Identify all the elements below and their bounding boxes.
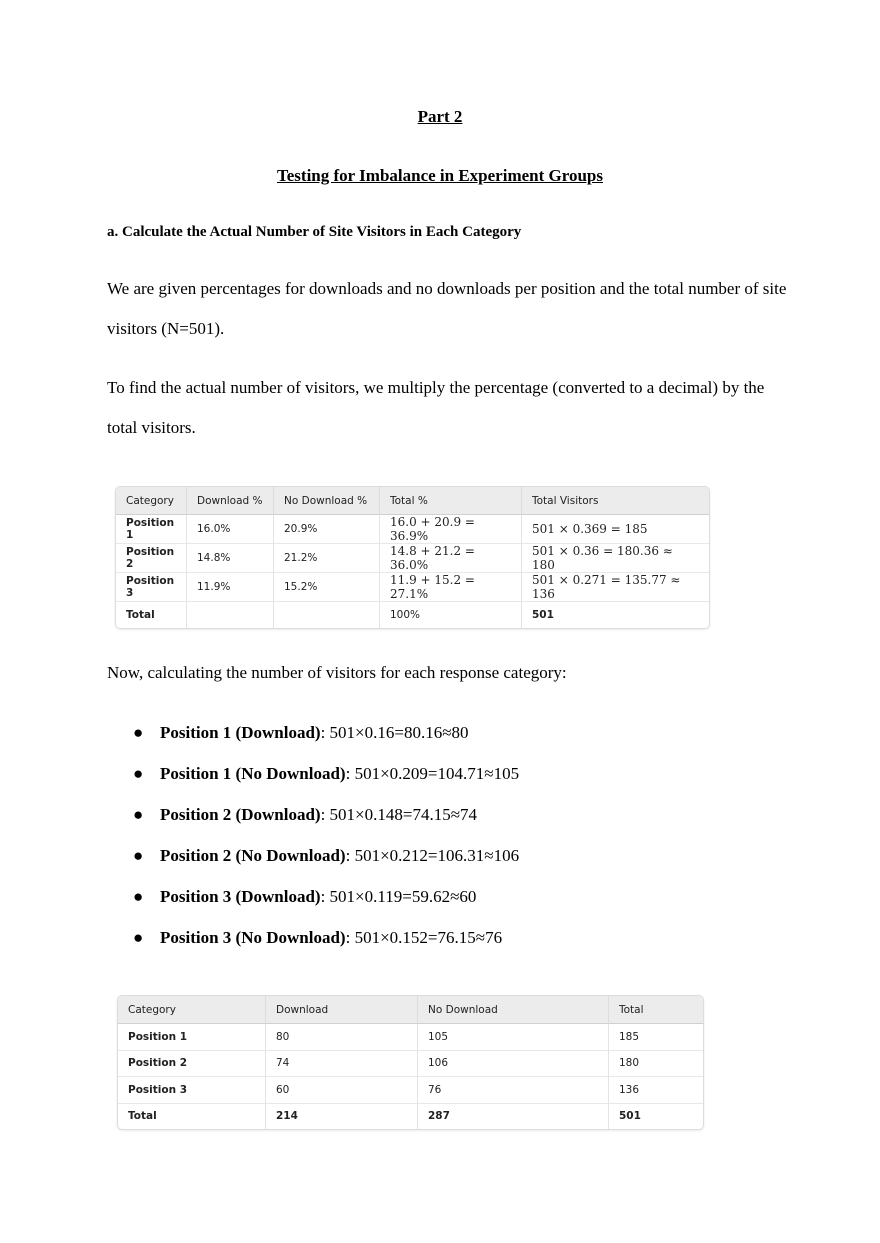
column-header: Total % — [380, 487, 522, 515]
column-header: No Download % — [274, 487, 380, 515]
table-cell: Position 1 — [116, 515, 187, 544]
table-cell: 74 — [266, 1051, 418, 1078]
table-cell: Position 1 — [118, 1024, 266, 1051]
column-header: No Download — [418, 996, 609, 1024]
table-cell — [274, 602, 380, 628]
table-cell: 14.8 + 21.2 = 36.0% — [380, 544, 522, 573]
bullet-icon: ● — [133, 846, 144, 865]
table-row — [116, 544, 709, 573]
table-cell: 16.0% — [187, 515, 274, 544]
percentages-table — [115, 486, 710, 629]
bullet-label: Position 1 (Download) — [160, 723, 321, 742]
table-cell: Position 2 — [118, 1051, 266, 1078]
bullet-label: Position 1 (No Download) — [160, 764, 346, 783]
table-row — [116, 573, 709, 602]
table-row — [116, 515, 709, 544]
paragraph-1: We are given percentages for downloads and no downloads per position and the total number of site visitors (N=501). — [107, 279, 787, 338]
bullet-icon: ● — [133, 887, 144, 906]
table-cell: Position 3 — [118, 1077, 266, 1104]
part-title: Part 2 — [417, 107, 463, 126]
table-cell: 501 — [619, 1110, 641, 1123]
list-item — [107, 753, 519, 794]
bullet-icon: ● — [133, 723, 144, 742]
column-header: Category — [116, 487, 187, 515]
paragraph-2: To find the actual number of visitors, we multiply the percentage (converted to a decimal) by the total visitors. — [107, 378, 765, 437]
table-cell: 15.2% — [274, 573, 380, 602]
table-cell: Total — [118, 1104, 266, 1130]
table-cell: 185 — [609, 1024, 703, 1051]
table-cell: 214 — [266, 1104, 418, 1130]
column-header: Download — [266, 996, 418, 1024]
bullet-calculation: : 501×0.148=74.15≈74 — [320, 805, 478, 824]
table-cell: 16.0 + 20.9 = 36.9% — [380, 515, 522, 544]
table-cell: 287 — [418, 1104, 609, 1130]
bullet-calculation: : 501×0.152=76.15≈76 — [345, 928, 503, 947]
bullet-calculation: : 501×0.16=80.16≈80 — [320, 723, 469, 742]
table-row — [118, 1104, 703, 1130]
bullet-icon: ● — [133, 928, 144, 947]
list-item — [107, 794, 519, 835]
bullet-calculation: : 501×0.119=59.62≈60 — [320, 887, 477, 906]
table-cell: 106 — [418, 1051, 609, 1078]
bullet-label: Position 3 (No Download) — [160, 928, 346, 947]
section-title: Testing for Imbalance in Experiment Groups — [276, 166, 604, 185]
table-cell: 100% — [380, 602, 522, 628]
table-row — [118, 1077, 703, 1104]
table-row — [118, 1051, 703, 1078]
bullet-calculation: : 501×0.212=106.31≈106 — [345, 846, 520, 865]
bullet-label: Position 2 (Download) — [160, 805, 321, 824]
table-cell: 14.8% — [187, 544, 274, 573]
list-item — [107, 712, 519, 753]
table-row — [118, 1024, 703, 1051]
list-item — [107, 917, 519, 958]
bullet-calculation: : 501×0.209=104.71≈105 — [345, 764, 520, 783]
table-cell: 60 — [266, 1077, 418, 1104]
table-cell: 21.2% — [274, 544, 380, 573]
table-cell: 80 — [266, 1024, 418, 1051]
bullet-icon: ● — [133, 764, 144, 783]
table-row — [116, 602, 709, 628]
table-cell: 76 — [418, 1077, 609, 1104]
bullet-label: Position 2 (No Download) — [160, 846, 346, 865]
table-cell: 501 × 0.36 = 180.36 ≈ 180 — [522, 544, 709, 573]
table-cell: Total — [116, 602, 187, 628]
table-cell: 105 — [418, 1024, 609, 1051]
table-cell: 136 — [609, 1077, 703, 1104]
table-cell: Position 2 — [116, 544, 187, 573]
subheading: a. Calculate the Actual Number of Site Visitors in Each Category — [107, 224, 522, 240]
bullet-icon: ● — [133, 805, 144, 824]
paragraph-3: Now, calculating the number of visitors for each response category: — [107, 663, 567, 682]
table-cell: Position 3 — [116, 573, 187, 602]
table-cell: 20.9% — [274, 515, 380, 544]
bullet-label: Position 3 (Download) — [160, 887, 321, 906]
table-cell — [187, 602, 274, 628]
list-item — [107, 835, 519, 876]
table-cell: 501 × 0.369 = 185 — [522, 515, 709, 544]
table-cell: 11.9 + 15.2 = 27.1% — [380, 573, 522, 602]
visitor-counts-table — [117, 995, 704, 1130]
column-header: Download % — [187, 487, 274, 515]
table-cell: 180 — [609, 1051, 703, 1078]
table-cell: 501 × 0.271 = 135.77 ≈ 136 — [522, 573, 709, 602]
bullet-list — [107, 712, 519, 958]
list-item — [107, 876, 519, 917]
column-header: Category — [118, 996, 266, 1024]
column-header: Total Visitors — [522, 487, 709, 515]
column-header: Total — [609, 996, 703, 1024]
table-cell: 501 — [532, 608, 554, 621]
table-cell: 11.9% — [187, 573, 274, 602]
